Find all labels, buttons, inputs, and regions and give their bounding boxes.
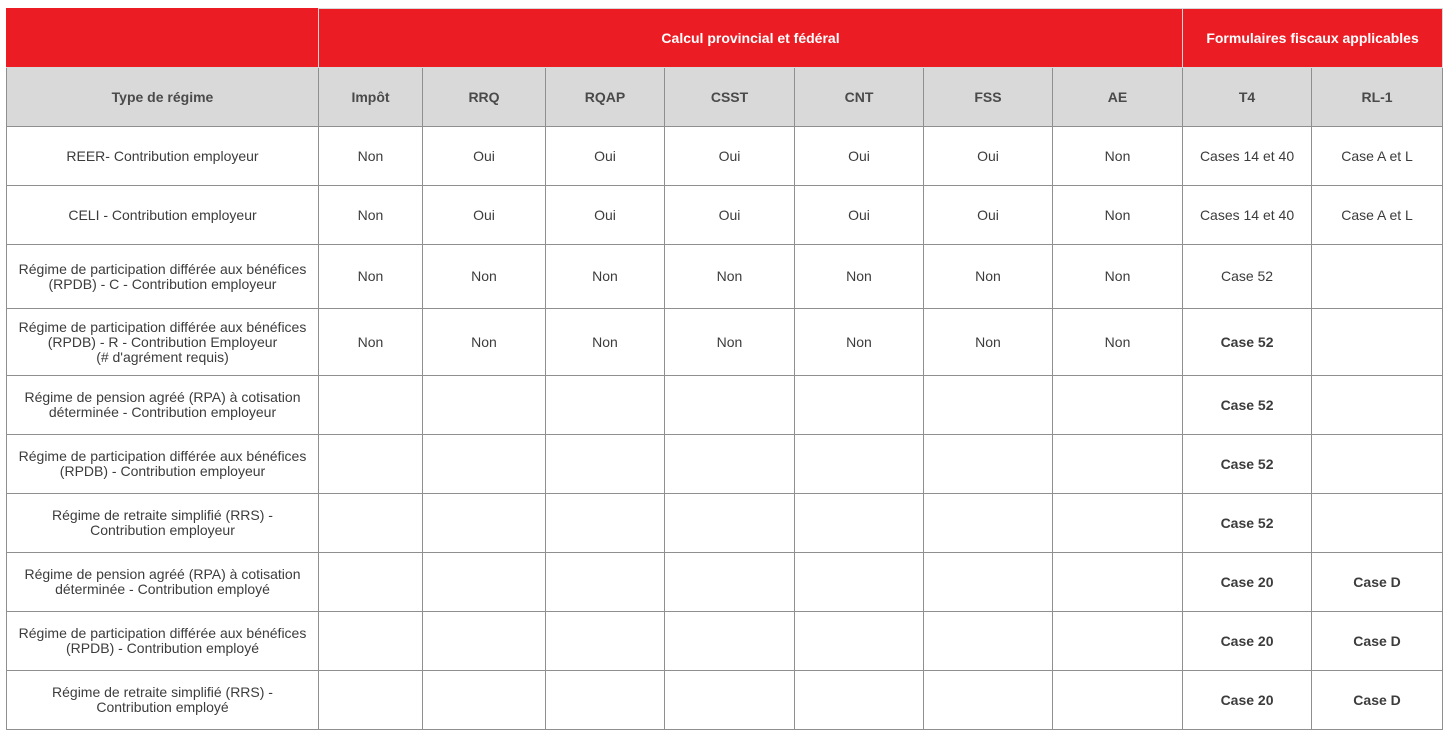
type-line: (# d'agrément requis) — [96, 348, 229, 365]
cell-t4: Case 52 — [1183, 435, 1312, 494]
cell-ae — [1053, 435, 1183, 494]
type-line: Régime de pension agréé (RPA) à cotisation — [24, 389, 301, 405]
cell-impot — [319, 435, 423, 494]
cell-rl1 — [1312, 376, 1443, 435]
cell-t4: Case 20 — [1183, 671, 1312, 730]
col-header-rrq: RRQ — [423, 68, 546, 127]
cell-cnt — [795, 494, 924, 553]
col-header-ae: AE — [1053, 68, 1183, 127]
cell-rqap — [546, 671, 665, 730]
cell-fss — [924, 612, 1053, 671]
cell-cnt: Oui — [795, 186, 924, 245]
cell-fss — [924, 671, 1053, 730]
table-row — [7, 309, 1443, 376]
table-body — [7, 127, 1443, 730]
type-line: Régime de participation différée aux bénéfices — [18, 625, 307, 641]
cell-rl1 — [1312, 435, 1443, 494]
cell-rrq: Oui — [423, 186, 546, 245]
cell-fss: Oui — [924, 127, 1053, 186]
cell-cnt: Oui — [795, 127, 924, 186]
cell-t4: Case 52 — [1183, 494, 1312, 553]
cell-impot: Non — [319, 309, 423, 376]
cell-type-regime — [7, 245, 319, 309]
cell-rl1: Case D — [1312, 671, 1443, 730]
cell-rqap — [546, 494, 665, 553]
cell-rqap — [546, 612, 665, 671]
cell-rqap: Non — [546, 245, 665, 309]
cell-rrq — [423, 671, 546, 730]
cell-fss: Non — [924, 309, 1053, 376]
group-header-forms: Formulaires fiscaux applicables — [1183, 9, 1443, 68]
type-line: déterminée - Contribution employé — [55, 581, 270, 597]
cell-cnt: Non — [795, 309, 924, 376]
table-row — [7, 376, 1443, 435]
cell-ae — [1053, 553, 1183, 612]
cell-csst: Non — [665, 309, 795, 376]
cell-t4: Case 52 — [1183, 376, 1312, 435]
tax-regime-table — [6, 8, 1443, 730]
cell-rrq: Non — [423, 245, 546, 309]
cell-fss — [924, 435, 1053, 494]
cell-impot — [319, 553, 423, 612]
cell-type-regime — [7, 127, 319, 186]
type-line: (RPDB) - C - Contribution employeur — [48, 275, 277, 292]
col-header-fss: FSS — [924, 68, 1053, 127]
cell-rl1: Case A et L — [1312, 127, 1443, 186]
cell-t4: Case 20 — [1183, 612, 1312, 671]
cell-impot: Non — [319, 127, 423, 186]
col-header-rl1: RL-1 — [1312, 68, 1443, 127]
cell-type-regime — [7, 671, 319, 730]
col-header-cnt: CNT — [795, 68, 924, 127]
table-row — [7, 245, 1443, 309]
group-header-row — [7, 9, 1443, 68]
cell-rrq — [423, 553, 546, 612]
type-line: Régime de retraite simplifié (RRS) - — [52, 507, 273, 523]
cell-rqap — [546, 376, 665, 435]
cell-rrq — [423, 494, 546, 553]
cell-rl1 — [1312, 494, 1443, 553]
cell-ae: Non — [1053, 127, 1183, 186]
table-row — [7, 127, 1443, 186]
type-line: CELI - Contribution employeur — [68, 206, 257, 223]
cell-rqap: Oui — [546, 127, 665, 186]
cell-type-regime — [7, 376, 319, 435]
cell-impot: Non — [319, 186, 423, 245]
table-row — [7, 435, 1443, 494]
cell-t4: Cases 14 et 40 — [1183, 127, 1312, 186]
table-row — [7, 612, 1443, 671]
cell-impot — [319, 612, 423, 671]
col-header-t4: T4 — [1183, 68, 1312, 127]
cell-impot — [319, 671, 423, 730]
cell-cnt — [795, 376, 924, 435]
type-line: Contribution employé — [96, 699, 229, 715]
cell-cnt: Non — [795, 245, 924, 309]
type-line: (RPDB) - Contribution employeur — [59, 463, 266, 479]
cell-cnt — [795, 612, 924, 671]
col-header-impot: Impôt — [319, 68, 423, 127]
cell-csst: Oui — [665, 186, 795, 245]
column-header-row — [7, 68, 1443, 127]
cell-cnt — [795, 553, 924, 612]
cell-t4: Case 52 — [1183, 245, 1312, 309]
cell-type-regime — [7, 309, 319, 376]
type-line: (RPDB) - R - Contribution Employeur — [47, 333, 278, 350]
cell-rrq: Oui — [423, 127, 546, 186]
table-row — [7, 494, 1443, 553]
cell-type-regime — [7, 435, 319, 494]
cell-rrq: Non — [423, 309, 546, 376]
type-line: Contribution employeur — [90, 522, 235, 538]
cell-ae: Non — [1053, 186, 1183, 245]
col-header-rqap: RQAP — [546, 68, 665, 127]
cell-t4: Case 52 — [1183, 309, 1312, 376]
cell-csst — [665, 376, 795, 435]
cell-csst — [665, 553, 795, 612]
cell-rrq — [423, 612, 546, 671]
cell-fss — [924, 553, 1053, 612]
cell-rl1: Case A et L — [1312, 186, 1443, 245]
type-line: Régime de retraite simplifié (RRS) - — [52, 684, 273, 700]
cell-rl1 — [1312, 245, 1443, 309]
cell-ae — [1053, 494, 1183, 553]
cell-rl1: Case D — [1312, 612, 1443, 671]
cell-csst — [665, 612, 795, 671]
cell-csst — [665, 435, 795, 494]
cell-ae — [1053, 612, 1183, 671]
cell-rrq — [423, 376, 546, 435]
cell-impot: Non — [319, 245, 423, 309]
cell-rqap — [546, 435, 665, 494]
cell-rqap — [546, 553, 665, 612]
type-line: Régime de pension agréé (RPA) à cotisation — [24, 566, 301, 582]
cell-rqap: Oui — [546, 186, 665, 245]
cell-rl1: Case D — [1312, 553, 1443, 612]
cell-csst: Non — [665, 245, 795, 309]
group-header-calc: Calcul provincial et fédéral — [319, 9, 1183, 68]
cell-csst — [665, 671, 795, 730]
cell-rl1 — [1312, 309, 1443, 376]
type-line: Régime de participation différée aux bénéfices — [18, 448, 307, 464]
cell-fss — [924, 376, 1053, 435]
col-header-csst: CSST — [665, 68, 795, 127]
cell-ae: Non — [1053, 309, 1183, 376]
type-line: déterminée - Contribution employeur — [48, 404, 277, 420]
cell-type-regime — [7, 186, 319, 245]
table-row — [7, 553, 1443, 612]
cell-impot — [319, 494, 423, 553]
cell-fss: Oui — [924, 186, 1053, 245]
cell-fss: Non — [924, 245, 1053, 309]
cell-type-regime — [7, 494, 319, 553]
group-header-blank — [7, 9, 319, 68]
cell-cnt — [795, 671, 924, 730]
cell-impot — [319, 376, 423, 435]
cell-type-regime — [7, 553, 319, 612]
cell-cnt — [795, 435, 924, 494]
cell-fss — [924, 494, 1053, 553]
cell-t4: Case 20 — [1183, 553, 1312, 612]
cell-ae — [1053, 376, 1183, 435]
cell-csst: Oui — [665, 127, 795, 186]
table-row — [7, 186, 1443, 245]
type-line: REER- Contribution employeur — [66, 147, 259, 164]
cell-ae — [1053, 671, 1183, 730]
type-line: Régime de participation différée aux bénéfices — [18, 260, 307, 277]
type-line: Régime de participation différée aux bénéfices — [18, 318, 307, 335]
cell-t4: Cases 14 et 40 — [1183, 186, 1312, 245]
type-line: (RPDB) - Contribution employé — [66, 640, 259, 656]
cell-rqap: Non — [546, 309, 665, 376]
table-row — [7, 671, 1443, 730]
col-header-type: Type de régime — [7, 68, 319, 127]
cell-type-regime — [7, 612, 319, 671]
cell-ae: Non — [1053, 245, 1183, 309]
cell-rrq — [423, 435, 546, 494]
cell-csst — [665, 494, 795, 553]
